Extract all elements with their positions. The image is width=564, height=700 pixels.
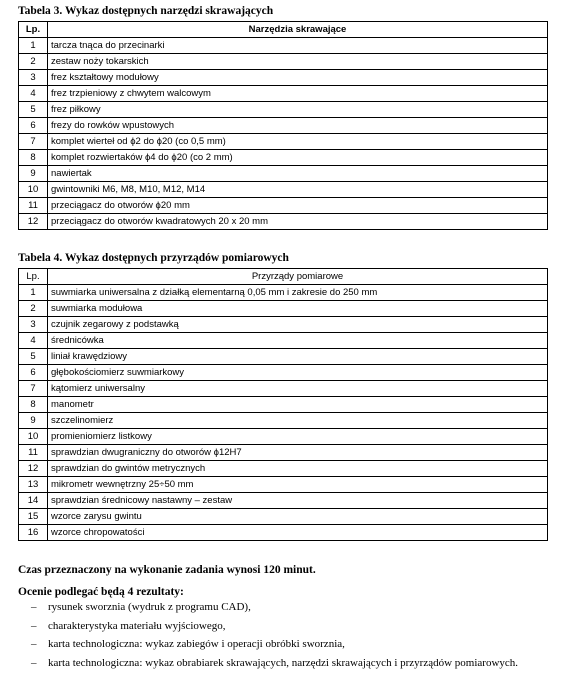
- table-row: [19, 397, 548, 413]
- row-description: sprawdzian do gwintów metrycznych: [48, 461, 548, 477]
- row-description: komplet wierteł od ϕ2 do ϕ20 (co 0,5 mm): [48, 134, 548, 150]
- row-description: suwmiarka modułowa: [48, 301, 548, 317]
- row-number: 7: [19, 134, 48, 150]
- table3-caption: Tabela 3. Wykaz dostępnych narzędzi skrawających: [18, 5, 274, 17]
- time-note: Czas przeznaczony na wykonanie zadania wynosi 120 minut.: [18, 564, 316, 576]
- table-row: [19, 214, 548, 230]
- row-description: frez kształtowy modułowy: [48, 70, 548, 86]
- table3-body: [19, 38, 548, 230]
- result-text: rysunek sworznia (wydruk z programu CAD),: [48, 601, 251, 613]
- row-number: 1: [19, 38, 48, 54]
- table-row: [19, 461, 548, 477]
- measuring-instruments-table: [18, 268, 548, 541]
- row-description: czujnik zegarowy z podstawką: [48, 317, 548, 333]
- table-row: [19, 118, 548, 134]
- row-number: 9: [19, 166, 48, 182]
- dash-bullet: –: [31, 638, 37, 650]
- table-row: [19, 70, 548, 86]
- row-number: 1: [19, 285, 48, 301]
- table-row: [19, 445, 548, 461]
- row-number: 9: [19, 413, 48, 429]
- row-description: przeciągacz do otworów ϕ20 mm: [48, 198, 548, 214]
- row-number: 2: [19, 54, 48, 70]
- row-description: nawiertak: [48, 166, 548, 182]
- header-tools: Narzędzia skrawające: [48, 22, 548, 38]
- table-row: [19, 102, 548, 118]
- row-number: 7: [19, 381, 48, 397]
- table-row: [19, 429, 548, 445]
- header-lp: Lp.: [19, 22, 48, 38]
- table4-body: [19, 285, 548, 541]
- table-row: [19, 493, 548, 509]
- row-description: mikrometr wewnętrzny 25÷50 mm: [48, 477, 548, 493]
- row-number: 14: [19, 493, 48, 509]
- results-list: [18, 600, 548, 674]
- row-number: 11: [19, 198, 48, 214]
- table-row: [19, 349, 548, 365]
- row-number: 3: [19, 70, 48, 86]
- row-description: zestaw noży tokarskich: [48, 54, 548, 70]
- result-item: [18, 600, 548, 615]
- table-row: [19, 525, 548, 541]
- header-lp: Lp.: [19, 269, 48, 285]
- table-row: [19, 198, 548, 214]
- row-description: liniał krawędziowy: [48, 349, 548, 365]
- row-number: 3: [19, 317, 48, 333]
- row-description: szczelinomierz: [48, 413, 548, 429]
- result-item: [18, 619, 548, 634]
- results-heading: Ocenie podlegać będą 4 rezultaty:: [18, 586, 184, 598]
- row-number: 6: [19, 365, 48, 381]
- row-description: frez trzpieniowy z chwytem walcowym: [48, 86, 548, 102]
- result-text: karta technologiczna: wykaz zabiegów i operacji obróbki sworznia,: [48, 638, 345, 650]
- table-row: [19, 365, 548, 381]
- table-row: [19, 86, 548, 102]
- row-description: frez piłkowy: [48, 102, 548, 118]
- table-header-row: [19, 269, 548, 285]
- row-description: kątomierz uniwersalny: [48, 381, 548, 397]
- table-row: [19, 477, 548, 493]
- result-text: charakterystyka materiału wyjściowego,: [48, 619, 226, 632]
- row-number: 12: [19, 214, 48, 230]
- result-item: [18, 637, 548, 652]
- row-number: 4: [19, 86, 48, 102]
- table-row: [19, 285, 548, 301]
- header-instruments: Przyrządy pomiarowe: [48, 269, 548, 285]
- table-row: [19, 54, 548, 70]
- row-number: 15: [19, 509, 48, 525]
- row-number: 13: [19, 477, 48, 493]
- row-number: 11: [19, 445, 48, 461]
- dash-bullet: –: [31, 619, 37, 632]
- dash-bullet: –: [31, 601, 37, 613]
- row-description: przeciągacz do otworów kwadratowych 20 x 20 mm: [48, 214, 548, 230]
- row-description: komplet rozwiertaków ϕ4 do ϕ20 (co 2 mm): [48, 150, 548, 166]
- table-row: [19, 413, 548, 429]
- cutting-tools-table: [18, 21, 548, 230]
- row-number: 8: [19, 397, 48, 413]
- row-number: 10: [19, 182, 48, 198]
- row-description: promieniomierz listkowy: [48, 429, 548, 445]
- table-row: [19, 333, 548, 349]
- row-number: 2: [19, 301, 48, 317]
- row-number: 16: [19, 525, 48, 541]
- row-number: 10: [19, 429, 48, 445]
- row-description: frezy do rowków wpustowych: [48, 118, 548, 134]
- result-item: [18, 656, 548, 671]
- dash-bullet: –: [31, 656, 37, 669]
- row-description: średnicówka: [48, 333, 548, 349]
- row-description: gwintowniki M6, M8, M10, M12, M14: [48, 182, 548, 198]
- row-description: manometr: [48, 397, 548, 413]
- table-row: [19, 182, 548, 198]
- table-row: [19, 509, 548, 525]
- table-row: [19, 301, 548, 317]
- table-header-row: [19, 22, 548, 38]
- table-row: [19, 381, 548, 397]
- row-number: 5: [19, 349, 48, 365]
- table-row: [19, 317, 548, 333]
- table-row: [19, 166, 548, 182]
- row-description: sprawdzian dwugraniczny do otworów ϕ12H7: [48, 445, 548, 461]
- row-description: głębokościomierz suwmiarkowy: [48, 365, 548, 381]
- row-description: wzorce zarysu gwintu: [48, 509, 548, 525]
- row-number: 6: [19, 118, 48, 134]
- row-number: 5: [19, 102, 48, 118]
- row-description: tarcza tnąca do przecinarki: [48, 38, 548, 54]
- table-row: [19, 134, 548, 150]
- row-number: 12: [19, 461, 48, 477]
- result-text: karta technologiczna: wykaz obrabiarek skrawających, narzędzi skrawających i przyrządów pomiarowych.: [48, 656, 519, 669]
- table4-caption: Tabela 4. Wykaz dostępnych przyrządów pomiarowych: [18, 252, 289, 264]
- row-number: 4: [19, 333, 48, 349]
- row-description: sprawdzian średnicowy nastawny – zestaw: [48, 493, 548, 509]
- table-row: [19, 38, 548, 54]
- table-row: [19, 150, 548, 166]
- row-number: 8: [19, 150, 48, 166]
- row-description: suwmiarka uniwersalna z działką elementarną 0,05 mm i zakresie do 250 mm: [48, 285, 548, 301]
- row-description: wzorce chropowatości: [48, 525, 548, 541]
